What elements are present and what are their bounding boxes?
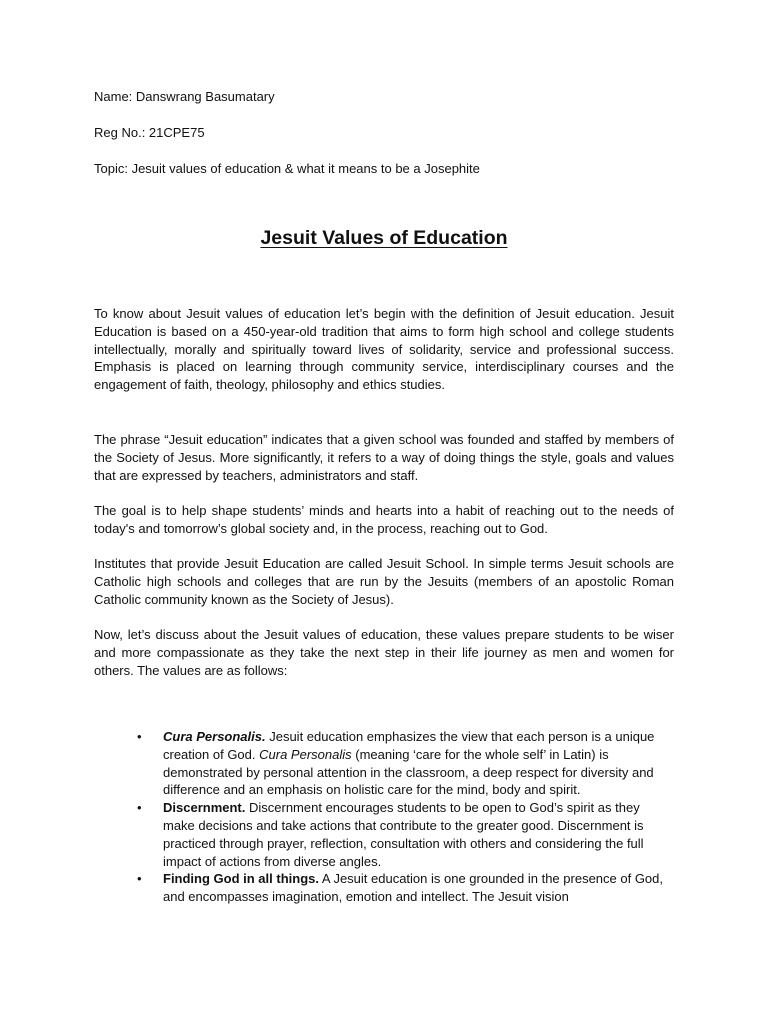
reg-number-line: Reg No.: 21CPE75 [94, 125, 205, 140]
list-item-finding-god: • Finding God in all things. A Jesuit education is one grounded in the presence of God, and encompasses imagination, emotion and intellect. The Jesuit vision [137, 871, 664, 905]
page-title-text: Jesuit Values of Education [260, 227, 508, 249]
list-item-cura-personalis: • Cura Personalis. Jesuit education emphasizes the view that each person is a unique creation of God. Cura Personalis (meaning ‘care for the whole self’ in Latin) is demonstrated by personal attention in the classroom, a deep respect for diversity and difference and an emphasis on holistic care for the mind, body and spirit. [137, 729, 655, 798]
paragraph-phrase: The phrase “Jesuit education” indicates that a given school was founded and staffed by members of the Society of Jesus. More significantly, it refers to a way of doing things the style, goals and values that are expressed by teachers, administrators and staff. [94, 432, 674, 483]
paragraph-goal: The goal is to help shape students’ minds and hearts into a habit of reaching out to the needs of today's and tomorrow’s global society and, in the process, reaching out to God. [94, 503, 674, 536]
paragraph-definition: To know about Jesuit values of education let’s begin with the definition of Jesuit education. Jesuit Education is based on a 450-year-old tradition that aims to form high school and college students intellectually, morally and spiritually toward lives of solidarity, service and professional success. Emphasis is placed on learning through community service, interdisciplinary courses and the engagement of faith, theology, philosophy and ethics studies. [94, 306, 674, 393]
page-title [0, 226, 768, 250]
bullet-icon: • [137, 729, 142, 744]
bullet-icon: • [137, 800, 142, 816]
term-discernment: Discernment. [163, 800, 246, 816]
values-list [0, 728, 768, 906]
topic-line: Topic: Jesuit values of education & what it means to be a Josephite [94, 161, 480, 176]
paragraph-institutes: Institutes that provide Jesuit Education are called Jesuit School. In simple terms Jesuit schools are Catholic high schools and colleges that are run by the Jesuits (members of an apostolic Roman Catholic community known as the Society of Jesus). [94, 556, 674, 607]
bullet-icon: • [137, 871, 142, 887]
term-cura-personalis: Cura Personalis. [163, 729, 266, 744]
paragraph-values-intro: Now, let’s discuss about the Jesuit values of education, these values prepare students to be wiser and more compassionate as they take the next step in their life journey as men and women for others. The values are as follows: [94, 627, 674, 678]
term-finding-god: Finding God in all things. [163, 871, 319, 887]
list-item-discernment: • Discernment. Discernment encourages students to be open to God’s spirit as they make decisions and take actions that contribute to the greater good. Discernment is practiced through prayer, reflection, consultation with others and considering the full impact of actions from diverse angles. [137, 800, 644, 869]
name-line: Name: Danswrang Basumatary [94, 89, 275, 104]
